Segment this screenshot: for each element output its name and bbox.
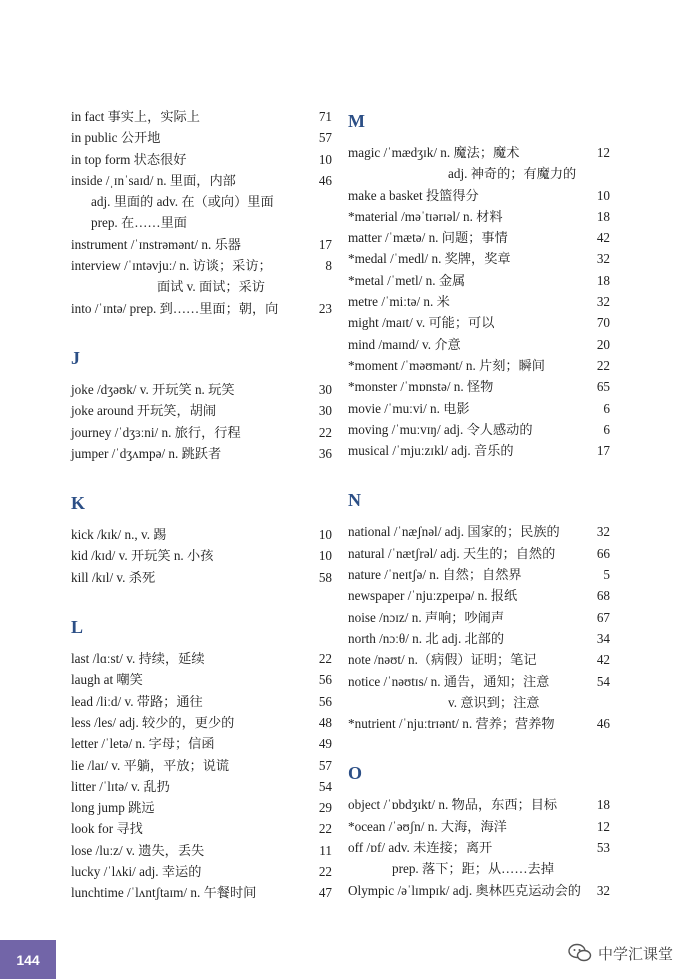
- entry-page-number: 22: [318, 864, 332, 880]
- index-entry: [71, 755, 332, 776]
- entry-text: jumper /ˈdʒʌmpə/ n. 跳跃者: [71, 445, 222, 461]
- index-entry: [71, 298, 332, 319]
- index-entry: [71, 443, 332, 464]
- index-entry: [348, 585, 610, 606]
- wechat-icon: [568, 943, 592, 963]
- entry-text: north /nɔːθ/ n. 北 adj. 北部的: [348, 630, 505, 646]
- entry-page-number: 22: [318, 424, 332, 440]
- entry-page-number: 42: [596, 230, 610, 246]
- entry-text: journey /ˈdʒɜːni/ n. 旅行，行程: [71, 424, 241, 440]
- entry-continuation: 面试 v. 面试；采访: [157, 279, 265, 295]
- index-entry: [348, 270, 610, 291]
- index-entry: [348, 521, 610, 542]
- index-entry: [71, 379, 332, 400]
- entry-text: matter /ˈmætə/ n. 问题；事情: [348, 230, 508, 246]
- index-entry: [348, 419, 610, 440]
- index-entry: [71, 712, 332, 733]
- entry-page-number: 49: [318, 736, 332, 752]
- page-number: [0, 940, 56, 979]
- entry-text: make a basket 投篮得分: [348, 187, 479, 203]
- index-entry: [348, 248, 610, 269]
- entry-continuation: prep. 在……里面: [91, 215, 187, 231]
- section-letter-n: N: [348, 490, 361, 511]
- entry-page-number: 53: [596, 840, 610, 856]
- entry-continuation: adj. 神奇的；有魔力的: [448, 166, 577, 182]
- entry-text: litter /ˈlɪtə/ v. 乱扔: [71, 778, 170, 794]
- entry-page-number: 11: [319, 842, 332, 858]
- entry-page-number: 48: [318, 714, 332, 730]
- index-entry: [348, 564, 610, 585]
- entry-text: *medal /ˈmedl/ n. 奖牌，奖章: [348, 251, 511, 267]
- entry-page-number: 30: [318, 403, 332, 419]
- entry-text: kid /kɪd/ v. 开玩笑 n. 小孩: [71, 548, 214, 564]
- entry-page-number: 17: [596, 443, 610, 459]
- entry-continuation: v. 意识到；注意: [448, 694, 540, 710]
- index-entry: [348, 816, 610, 837]
- entry-text: off /ɒf/ adv. 未连接；离开: [348, 840, 493, 856]
- entry-text: interview /ˈɪntəvjuː/ n. 访谈；采访；: [71, 258, 272, 274]
- entry-text: might /maɪt/ v. 可能；可以: [348, 315, 495, 331]
- entry-text: object /ˈɒbdʒɪkt/ n. 物品，东西；目标: [348, 797, 558, 813]
- section-spacer: [348, 734, 610, 758]
- index-entry: [71, 776, 332, 797]
- index-entry: [348, 376, 610, 397]
- entry-page-number: 10: [318, 527, 332, 543]
- index-entry: [71, 648, 332, 669]
- index-entry: [71, 733, 332, 754]
- index-entry: [348, 440, 610, 461]
- entry-page-number: 58: [318, 569, 332, 585]
- entry-page-number: 32: [596, 294, 610, 310]
- index-entry: [348, 398, 610, 419]
- entry-text: inside /ˌɪnˈsaɪd/ n. 里面，内部: [71, 172, 236, 188]
- entry-page-number: 34: [596, 630, 610, 646]
- entry-text: *monster /ˈmɒnstə/ n. 怪物: [348, 379, 494, 395]
- entry-page-number: 18: [596, 797, 610, 813]
- entry-page-number: 10: [318, 151, 332, 167]
- entry-text: lie /laɪ/ v. 平躺，平放；说谎: [71, 757, 230, 773]
- index-entry: [348, 227, 610, 248]
- entry-page-number: 57: [318, 757, 332, 773]
- index-entry: [71, 669, 332, 690]
- entry-page-number: 10: [596, 187, 610, 203]
- page-number-label: 144: [16, 951, 40, 968]
- section-spacer: [71, 319, 332, 343]
- index-entry: [71, 691, 332, 712]
- entry-page-number: 22: [596, 357, 610, 373]
- index-entry: [71, 234, 332, 255]
- entry-text: joke around 开玩笑，胡闹: [71, 403, 217, 419]
- entry-text: *nutrient /ˈnjuːtrɪənt/ n. 营养；营养物: [348, 716, 555, 732]
- entry-text: movie /ˈmuːvi/ n. 电影: [348, 400, 470, 416]
- entry-page-number: 47: [318, 885, 332, 901]
- entry-text: lose /luːz/ v. 遗失，丢失: [71, 842, 205, 858]
- entry-page-number: 6: [603, 421, 610, 437]
- section-letter-o: O: [348, 763, 363, 784]
- index-entry: [348, 794, 610, 815]
- entry-text: instrument /ˈɪnstrəmənt/ n. 乐器: [71, 236, 241, 252]
- section-letter-m: M: [348, 111, 365, 131]
- entry-text: last /lɑːst/ v. 持续，延续: [71, 651, 205, 667]
- index-entry: [71, 840, 332, 861]
- entry-continuation: adj. 里面的 adv. 在（或向）里面: [91, 194, 274, 210]
- entry-text: musical /ˈmjuːzɪkl/ adj. 音乐的: [348, 443, 514, 459]
- entry-text: natural /ˈnætʃrəl/ adj. 天生的；自然的: [348, 545, 556, 561]
- index-entry: [348, 334, 610, 355]
- entry-page-number: 22: [318, 651, 332, 667]
- index-entry: [348, 312, 610, 333]
- entry-text: *ocean /ˈəʊʃn/ n. 大海，海洋: [348, 818, 507, 834]
- entry-text: lunchtime /ˈlʌntʃtaɪm/ n. 午餐时间: [71, 885, 257, 901]
- entry-page-number: 18: [596, 272, 610, 288]
- entry-page-number: 46: [318, 172, 332, 188]
- section-spacer: [71, 464, 332, 488]
- entry-page-number: 6: [603, 400, 610, 416]
- entry-page-number: 56: [318, 672, 332, 688]
- entry-text: nature /ˈneɪtʃə/ n. 自然；自然界: [348, 567, 522, 583]
- entry-text: notice /ˈnəʊtɪs/ n. 通告，通知；注意: [348, 673, 550, 689]
- index-entry: [71, 545, 332, 566]
- index-entry: [348, 713, 610, 734]
- index-entry: [348, 543, 610, 564]
- index-column-left: [71, 106, 332, 904]
- index-entry: [71, 255, 332, 298]
- entry-page-number: 54: [596, 673, 610, 689]
- entry-page-number: 67: [596, 609, 610, 625]
- entry-page-number: 29: [318, 800, 332, 816]
- entry-page-number: 57: [318, 130, 332, 146]
- entry-text: newspaper /ˈnjuːzpeɪpə/ n. 报纸: [348, 588, 518, 604]
- entry-page-number: 46: [596, 716, 610, 732]
- entry-page-number: 20: [596, 336, 610, 352]
- entry-text: noise /nɔɪz/ n. 声响；吵闹声: [348, 609, 505, 625]
- index-entry: [348, 880, 610, 901]
- index-entry: [71, 127, 332, 148]
- entry-page-number: 54: [318, 778, 332, 794]
- index-entry: [71, 861, 332, 882]
- entry-text: laugh at 嘲笑: [71, 672, 143, 688]
- entry-text: *metal /ˈmetl/ n. 金属: [348, 272, 466, 288]
- entry-text: joke /dʒəʊk/ v. 开玩笑 n. 玩笑: [71, 381, 235, 397]
- entry-text: Olympic /əˈlɪmpɪk/ adj. 奥林匹克运动会的: [348, 882, 581, 898]
- entry-text: long jump 跳远: [71, 800, 155, 816]
- entry-text: look for 寻找: [71, 821, 143, 837]
- index-entry: [71, 400, 332, 421]
- entry-page-number: 42: [596, 652, 610, 668]
- entry-page-number: 30: [318, 381, 332, 397]
- index-entry: [71, 524, 332, 545]
- index-entry: [71, 797, 332, 818]
- index-entry: [348, 671, 610, 714]
- entry-text: magic /ˈmædʒɪk/ n. 魔法；魔术: [348, 145, 520, 160]
- entry-text: less /les/ adj. 较少的，更少的: [71, 714, 235, 730]
- section-letter-k: K: [71, 493, 86, 514]
- entry-page-number: 32: [596, 882, 610, 898]
- entry-page-number: 10: [318, 548, 332, 564]
- entry-text: *moment /ˈməʊmənt/ n. 片刻；瞬间: [348, 357, 545, 373]
- section-letter-l: L: [71, 617, 84, 638]
- entry-text: metre /ˈmiːtə/ n. 米: [348, 294, 450, 310]
- entry-page-number: 71: [318, 109, 332, 124]
- watermark-text: 中学汇课堂: [597, 944, 673, 963]
- entry-continuation: prep. 落下；距；从……去掉: [392, 861, 554, 877]
- entry-page-number: 18: [596, 208, 610, 224]
- entry-page-number: 66: [596, 545, 610, 561]
- entry-text: lead /liːd/ v. 带路；通往: [71, 693, 203, 709]
- entry-text: kick /kɪk/ n., v. 踢: [71, 527, 167, 543]
- section-letter-j: J: [71, 347, 80, 368]
- index-entry: [348, 355, 610, 376]
- index-entry: [71, 149, 332, 170]
- index-entry: [348, 649, 610, 670]
- entry-page-number: 8: [325, 258, 332, 274]
- entry-page-number: 22: [318, 821, 332, 837]
- entry-text: moving /ˈmuːvɪŋ/ adj. 令人感动的: [348, 421, 533, 437]
- entry-page-number: 12: [596, 818, 610, 834]
- entry-page-number: 23: [318, 300, 332, 316]
- entry-page-number: 32: [596, 251, 610, 267]
- entry-page-number: 36: [318, 445, 332, 461]
- entry-page-number: 5: [603, 567, 610, 583]
- index-entry: [71, 170, 332, 234]
- index-entry: [71, 882, 332, 903]
- index-entry: [348, 185, 610, 206]
- index-entry: [71, 567, 332, 588]
- entry-text: letter /ˈletə/ n. 字母；信函: [71, 736, 215, 752]
- index-column-right: [348, 106, 610, 901]
- section-spacer: [348, 461, 610, 485]
- index-entry: [71, 422, 332, 443]
- entry-text: kill /kɪl/ v. 杀死: [71, 569, 156, 585]
- index-entry: [348, 206, 610, 227]
- index-entry: [71, 818, 332, 839]
- index-entry: [348, 628, 610, 649]
- section-spacer: [71, 588, 332, 612]
- entry-text: national /ˈnæʃnəl/ adj. 国家的；民族的: [348, 524, 560, 540]
- index-entry: [348, 142, 610, 185]
- entry-text: note /nəʊt/ n.（病假）证明；笔记: [348, 652, 537, 668]
- entry-page-number: 17: [318, 236, 332, 252]
- entry-text: lucky /ˈlʌki/ adj. 幸运的: [71, 864, 202, 880]
- index-entry: [348, 837, 610, 880]
- entry-page-number: 68: [596, 588, 610, 604]
- entry-page-number: 32: [596, 524, 610, 540]
- entry-text: into /ˈɪntə/ prep. 到……里面；朝，向: [71, 300, 279, 316]
- entry-page-number: 65: [596, 379, 610, 395]
- entry-page-number: 12: [596, 145, 610, 160]
- entry-text: mind /maɪnd/ v. 介意: [348, 336, 461, 352]
- entry-page-number: 56: [318, 693, 332, 709]
- entry-text: in public 公开地: [71, 130, 161, 146]
- entry-page-number: 70: [596, 315, 610, 331]
- watermark: [568, 937, 673, 969]
- index-entry: [348, 291, 610, 312]
- index-entry: [71, 106, 332, 127]
- index-entry: [348, 607, 610, 628]
- entry-text: *material /məˈtɪərɪəl/ n. 材料: [348, 208, 503, 224]
- entry-text: in top form 状态很好: [71, 151, 187, 167]
- entry-text: in fact 事实上，实际上: [71, 109, 200, 124]
